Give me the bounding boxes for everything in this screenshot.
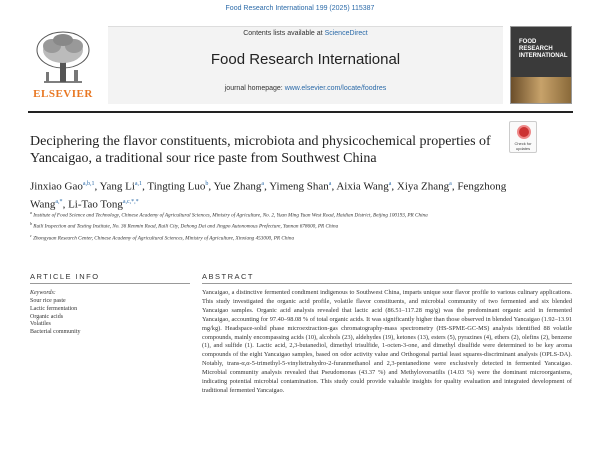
journal-header [28, 26, 573, 106]
publisher-name: ELSEVIER [33, 88, 93, 100]
author-affil[interactable]: a,* [55, 198, 63, 205]
contents-line [108, 30, 503, 37]
author-affil[interactable]: b [205, 181, 209, 187]
cover-title: FOOD RESEARCH INTERNATIONAL [519, 39, 568, 59]
affiliation-item [30, 220, 550, 231]
author-name[interactable]: Jinxiao Gao [30, 180, 83, 193]
contents-prefix: Contents lists available at [243, 30, 325, 37]
author-affil[interactable]: a [449, 181, 452, 187]
homepage-line [108, 85, 503, 92]
author-name[interactable]: Yimeng Shan [269, 180, 329, 193]
cover-graphic [511, 77, 571, 103]
keywords-label: Keywords: [30, 290, 56, 296]
homepage-link[interactable]: www.elsevier.com/locate/foodres [284, 85, 387, 92]
keyword-item: Lactic fermentation [30, 305, 78, 312]
affiliation-item [30, 232, 550, 243]
author-name[interactable]: Aixia Wang [336, 180, 389, 193]
journal-title[interactable]: Food Research International [210, 51, 401, 68]
check-for-updates-button[interactable] [509, 121, 537, 153]
affiliations [30, 209, 550, 243]
affiliation-marker: c [30, 232, 32, 238]
check-updates-icon [517, 125, 531, 139]
abstract-text: Yancaigao, a distinctive fermented condiment indigenous to Southwest China, imparts unique sour flavor profile to various culinary applications. This study investigated the organic acid profile, volatile flavor constituents, and microbial community of two fermented and six blended Yancaigao samples. Organic acid analysis revealed that lactic acid (86.51–117.28 mg/g) was the predominant organic acid in fermented Yancaigao, accounting for 97.40–98.08 % of total organic acids. It was significantly higher than those observed in blended Yancaigao (1.92–13.91 mg/kg). Headspace-solid phase microextraction-gas chromatography-mass spectrometry (HS-SPME-GC-MS) analysis identified 88 volatile compounds, mainly encompassing acids (10), alcohols (23), aldehydes (19), ketones (13), esters (5), pyrazines (4), ethers (2), olefins (2), benzene (1), and sulfide (1). Lactic acid, 2,3-butanediol, dimethyl trisulfide, 1-octen-3-one, and dimethyl disulfide were determined to be key aroma compounds of the eight Yancaigao samples, based on odor activity value and Orthogonal partial least squares-discriminant analysis (OPLS-DA). Notably, trans-α,α-5-trimethyl-5-vinyltetrahydro-2-furanmethanol and 2,3-pentanedione were exclusively detected in fermented Yancaigao. Microbial community analysis revealed that Pseudomonas (43.37 %) and Methylovorsatilis (14.03 %) were the dominant microorganisms, indicating potential microbial contamination. This study could provide valuable insights for quality evaluation and integrated development of traditional fermented Yancaigao. [202, 289, 572, 394]
author-affil[interactable]: a [261, 181, 265, 187]
article-title: Deciphering the flavor constituents, microbiota and physicochemical properties of Yancaigao, a traditional sour rice paste from Southwest China [30, 134, 491, 166]
affiliation-item [30, 209, 550, 220]
author-name[interactable]: Yang Li [99, 180, 135, 193]
keyword-item: Organic acids [30, 313, 64, 320]
check-updates-label: Check for updates [514, 141, 532, 151]
affiliation-text: Institute of Food Science and Technology, Chinese Academy of Agricultural Sciences, Ministry of Agriculture, No. 2, Yuan Ming Yuan West Road, Haidian District, Beijing 100193, PR China [33, 212, 428, 219]
article-info-divider [30, 283, 190, 284]
abstract-heading: ABSTRACT [202, 272, 255, 281]
keywords-list [30, 298, 80, 337]
author-affil[interactable]: a,b,1 [82, 181, 95, 187]
journal-cover-image[interactable] [510, 26, 572, 104]
header-divider [28, 111, 573, 113]
author-affil[interactable]: a,1 [134, 181, 143, 187]
abstract-divider [202, 283, 572, 284]
author-name[interactable]: Fengzhong Wang [30, 180, 507, 211]
author-name[interactable]: Li-Tao Tong [68, 198, 123, 211]
author-affil[interactable]: a [388, 181, 392, 187]
keyword-item: Volatiles [30, 321, 51, 328]
author-name[interactable]: Yue Zhang [213, 180, 262, 193]
affiliation-marker: b [30, 221, 32, 227]
affiliation-text: Ruili Inspection and Testing Institute, No. 36 Renmin Road, Ruili City, Dehong Dai and Jingpo Autonomous Prefecture, Yunnan 678600, PR China [33, 224, 339, 231]
author-list: Jinxiao Gao$^{a,b,1}$, Yang Li$^{a,1}$, Tingting Luo$^b$, Yue Zhang$^a$, Yimeng Shan$^a$, Aixia Wang$^a$, Xiya Zhang$^a$, Fengzhong Wang$^{a,*}$, Li-Tao Tong$^{a,c,*,*}$ [30, 180, 507, 211]
author-affil[interactable]: a [328, 181, 332, 187]
elsevier-logo[interactable] [28, 26, 98, 104]
journal-citation[interactable]: Food Research International 199 (2025) 115387 [225, 5, 375, 12]
keyword-item: Bacterial community [30, 329, 81, 336]
author-name[interactable]: Tingting Luo [147, 180, 206, 193]
homepage-prefix: journal homepage: [224, 85, 285, 92]
keyword-item: Sour rice paste [30, 298, 66, 304]
affiliation-marker: a [30, 210, 32, 215]
elsevier-tree-icon [34, 30, 92, 86]
affiliation-text: Zhongyuan Research Center, Chinese Academy of Agricultural Sciences, Ministry of Agriculture, Xinxiang 453000, PR China [33, 235, 295, 242]
author-name[interactable]: Xiya Zhang [396, 180, 450, 193]
sciencedirect-link[interactable]: ScienceDirect [324, 30, 368, 37]
author-affil[interactable]: a,c,*,* [122, 198, 139, 205]
journal-banner [108, 26, 503, 104]
article-info-heading: ARTICLE INFO [30, 272, 100, 281]
